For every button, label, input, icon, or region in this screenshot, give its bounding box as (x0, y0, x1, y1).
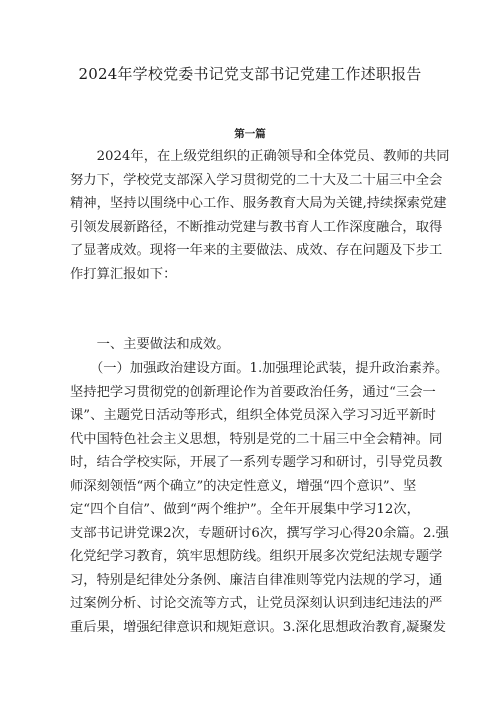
text-line: 引领发展新路径，不断推动党建与教书育人工作深度融合，取得 (70, 219, 443, 235)
text-line: 习，特别是纪律处分条例、廉洁自律准则等党内法规的学习，通 (70, 572, 443, 588)
heading-text: 一、主要做法和成效。 (70, 337, 230, 352)
text-line: 努力下，学校党支部深入学习贯彻党的二十大及二十届三中全会 (70, 172, 443, 188)
intro-paragraph (70, 145, 450, 286)
text-line: 过案例分析、讨论交流等方式，让党员深刻认识到违纪违法的严 (70, 596, 443, 611)
text-line: 2024年，在上级党组织的正确领导和全体党员、教师的共同 (70, 149, 450, 164)
heading-main-measures (70, 333, 442, 357)
text-line: 代中国特色社会主义思想，特别是党的二十届三中全会精神。同 (70, 431, 443, 447)
text-line: 师深刻领悟“两个确立”的决定性意义，增强“四个意识”、坚 (70, 478, 417, 494)
text-line: 了显著成效。现将一年来的主要做法、成效、存在问题及下步工 (70, 243, 443, 258)
text-line: 重后果，增强纪律意识和规矩意识。3.深化思想政治教育,凝聚发 (70, 619, 446, 635)
text-line: 支部书记讲党课2次，专题研讨6次，撰写学习心得20余篇。2.强 (70, 525, 449, 541)
text-line: 课”、主题党日活动等形式，组织全体党员深入学习习近平新时 (70, 408, 436, 423)
political-building-paragraph (70, 357, 449, 639)
text-line: 精神，坚持以围绕中心工作、服务教育大局为关键,持续探索党建 (70, 196, 447, 211)
text-line: 坚持把学习贯彻党的创新理论作为首要政治任务，通过“三会一 (70, 384, 436, 400)
text-line: 作打算汇报如下： (70, 266, 177, 282)
text-line: 时，结合学校实际，开展了一系列专题学习和研讨，引导党员教 (70, 455, 443, 470)
section-title: 第一篇 (234, 128, 266, 140)
text-line: 化党纪学习教育，筑牢思想防线。组织开展多次党纪法规专题学 (70, 549, 443, 564)
text-line: （一）加强政治建设方面。1.加强理论武装，提升政治素养。 (70, 361, 449, 376)
text-line: 定“四个自信”、做到“两个维护”。全年开展集中学习12次， (70, 502, 420, 517)
document-title: 2024年学校党委书记党支部书记党建工作述职报告 (78, 65, 422, 83)
